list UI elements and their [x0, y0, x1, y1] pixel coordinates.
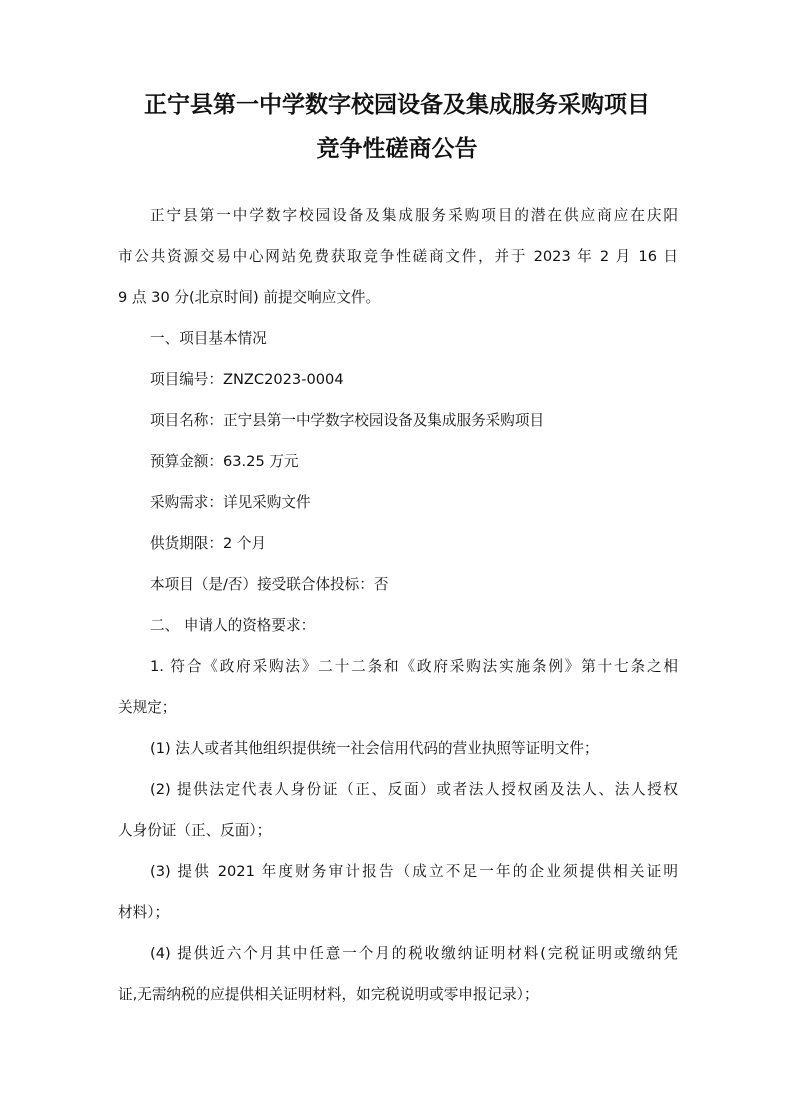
- section2-heading: 二、 申请人的资格要求：: [150, 617, 316, 634]
- requirement-sub-1: (1) 法人或者其他组织提供统一社会信用代码的营业执照等证明文件；: [150, 740, 599, 757]
- section1-heading: 一、项目基本情况: [150, 330, 267, 347]
- procurement-demand: 采购需求：详见采购文件: [150, 494, 311, 511]
- requirement-1-line-2: 关规定；: [118, 699, 177, 716]
- title-line-2: 竞争性磋商公告: [316, 135, 478, 162]
- requirement-sub-2-line-2: 人身份证（正、反面）；: [118, 822, 272, 839]
- consortium-bidding: 本项目（是/否）接受联合体投标：否: [150, 576, 389, 593]
- requirement-sub-3-line-1: (3) 提供 2021 年度财务审计报告（成立不足一年的企业须提供相关证明: [150, 863, 678, 880]
- project-name: 项目名称：正宁县第一中学数字校园设备及集成服务采购项目: [150, 412, 545, 429]
- budget-amount: 预算金额：63.25 万元: [150, 453, 299, 470]
- requirement-sub-4-line-2: 证,无需纳税的应提供相关证明材料，如完税说明或零申报记录）；: [118, 986, 539, 1003]
- document-body: [118, 195, 678, 1015]
- title-line-1: 正宁县第一中学数字校园设备及集成服务采购项目: [144, 91, 650, 118]
- intro-line-2: 市公共资源交易中心网站免费获取竞争性磋商文件，并于 2023 年 2 月 16 日: [118, 248, 678, 265]
- delivery-period: 供货期限：2 个月: [150, 535, 267, 552]
- intro-line-1: 正宁县第一中学数字校园设备及集成服务采购项目的潜在供应商应在庆阳: [150, 207, 678, 224]
- project-number: 项目编号：ZNZC2023-0004: [150, 371, 344, 388]
- requirement-sub-3-line-2: 材料）；: [118, 904, 170, 921]
- requirement-sub-4-line-1: (4) 提供近六个月其中任意一个月的税收缴纳证明材料(完税证明或缴纳凭: [150, 945, 678, 962]
- intro-line-3: 9 点 30 分(北京时间) 前提交响应文件。: [118, 289, 381, 306]
- requirement-1-line-1: 1. 符合《政府采购法》二十二条和《政府采购法实施条例》第十七条之相: [150, 658, 678, 675]
- requirement-sub-2-line-1: (2) 提供法定代表人身份证（正、反面）或者法人授权函及法人、法人授权: [150, 781, 678, 798]
